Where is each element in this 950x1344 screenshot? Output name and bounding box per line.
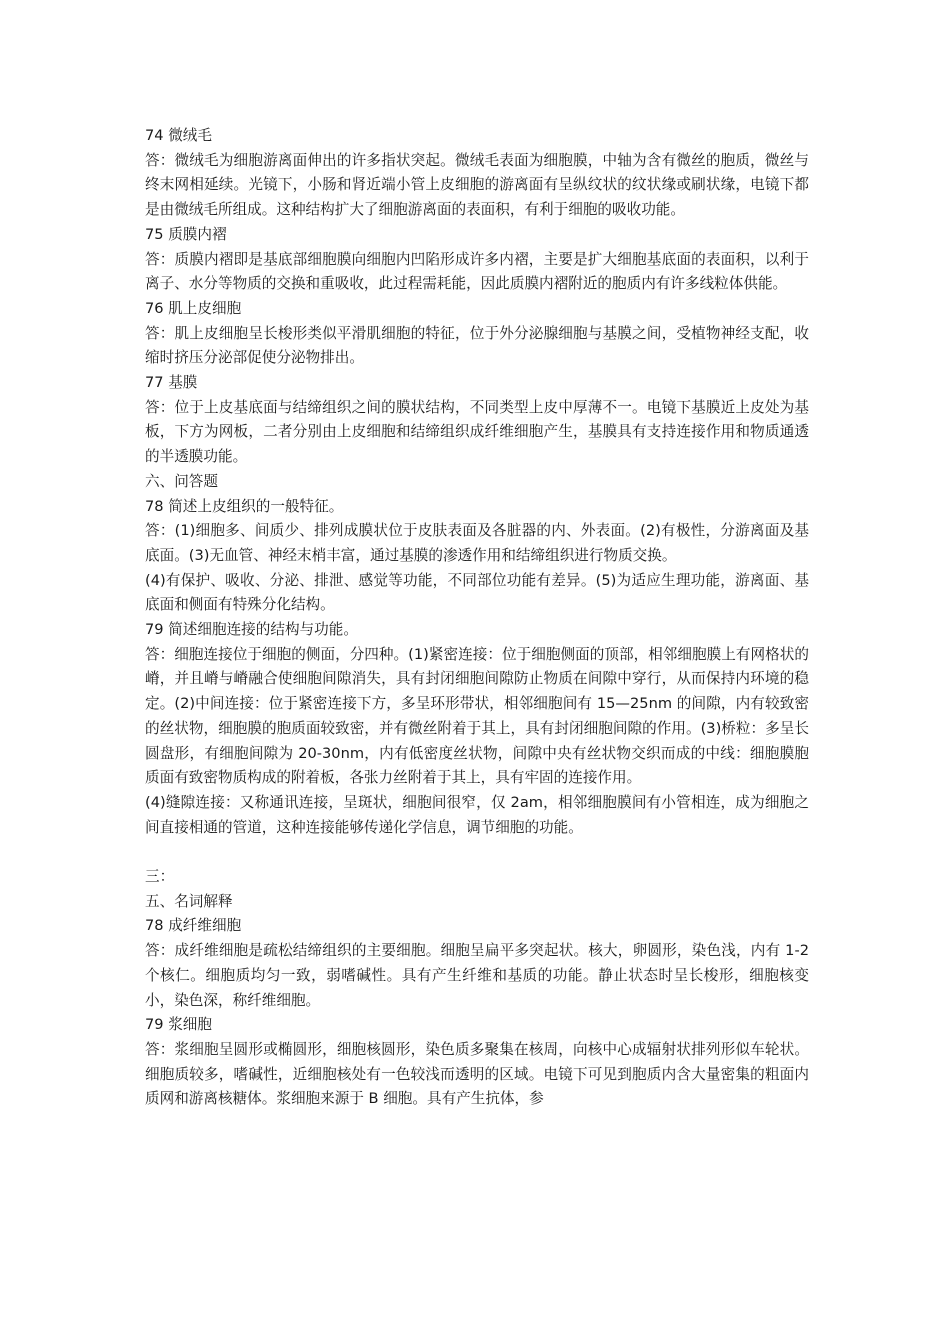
answer-78-fibroblast: 答：成纤维细胞是疏松结缔组织的主要细胞。细胞呈扁平多突起状。核大，卵圆形，染色浅，内有 1-2 个核仁。细胞质均匀一致，弱嗜碱性。具有产生纤维和基质的功能。静止状态时呈长梭形，细胞核变小，染色深，称纤维细胞。 <box>145 942 809 1009</box>
answer-78-part-2: (4)有保护、吸收、分泌、排泄、感觉等功能，不同部位功能有差异。(5)为适应生理功能，游离面、基底面和侧面有特殊分化结构。 <box>145 571 809 614</box>
heading-77-basement-membrane: 77 基膜 <box>145 374 198 392</box>
question-79: 79 简述细胞连接的结构与功能。 <box>145 621 358 639</box>
document-body <box>145 124 809 1112</box>
heading-78-fibroblast: 78 成纤维细胞 <box>145 917 242 935</box>
answer-79-part-1: 答：细胞连接位于细胞的侧面，分四种。(1)紧密连接：位于细胞侧面的顶部，相邻细胞膜上有网格状的嵴，并且嵴与嵴融合使细胞间隙消失，具有封闭细胞间隙防止物质在间隙中穿行，从而保持内环境的稳定。(2)中间连接：位于紧密连接下方，多呈环形带状，相邻细胞间有 15—25nm 的间隙，内有较致密的丝状物，细胞膜的胞质面较致密，并有微丝附着于其上，具有封闭细胞间隙的作用。(3)桥粒：多呈长圆盘形，有细胞间隙为 20-30nm，内有低密度丝状物，间隙中央有丝状物交织而成的中线：细胞膜胞质面有致密物质构成的附着板，各张力丝附着于其上，具有牢固的连接作用。 <box>145 645 809 787</box>
heading-76-myoepithelial-cell: 76 肌上皮细胞 <box>145 299 242 317</box>
answer-76-myoepithelial-cell: 答：肌上皮细胞呈长梭形类似平滑肌细胞的特征，位于外分泌腺细胞与基膜之间，受植物神经支配，收缩时挤压分泌部促使分泌物排出。 <box>145 324 809 367</box>
answer-79-part-2: (4)缝隙连接：又称通讯连接，呈斑状，细胞间很窄，仅 2am，相邻细胞膜间有小管相连，成为细胞之间直接相通的管道，这种连接能够传递化学信息，调节细胞的功能。 <box>145 793 809 836</box>
section-heading-questions: 六、问答题 <box>145 472 218 490</box>
answer-78-part-1: 答：(1)细胞多、间质少、排列成膜状位于皮肤表面及各脏器的内、外表面。(2)有极性，分游离面及基底面。(3)无血管、神经末梢丰富，通过基膜的渗透作用和结缔组织进行物质交换。 <box>145 522 809 564</box>
answer-75-plasma-membrane-infolding: 答：质膜内褶即是基底部细胞膜向细胞内凹陷形成许多内褶，主要是扩大细胞基底面的表面积，以利于离子、水分等物质的交换和重吸收，此过程需耗能，因此质膜内褶附近的胞质内有许多线粒体供能。 <box>145 250 809 293</box>
heading-79-plasma-cell: 79 浆细胞 <box>145 1016 212 1034</box>
heading-75-plasma-membrane-infolding: 75 质膜内褶 <box>145 225 227 243</box>
question-78: 78 简述上皮组织的一般特征。 <box>145 497 344 515</box>
part-three-label: 三： <box>145 868 175 886</box>
answer-79-plasma-cell: 答：浆细胞呈圆形或椭圆形，细胞核圆形，染色质多聚集在核周，向核中心成辐射状排列形似车轮状。细胞质较多，嗜碱性，近细胞核处有一色较浅而透明的区域。电镜下可见到胞质内含大量密集的粗面内质网和游离核糖体。浆细胞来源于 B 细胞。具有产生抗体，参 <box>145 1041 809 1108</box>
heading-74-microvilli: 74 微绒毛 <box>145 127 212 144</box>
section-heading-terms: 五、名词解释 <box>145 892 233 910</box>
answer-77-basement-membrane: 答：位于上皮基底面与结缔组织之间的膜状结构，不同类型上皮中厚薄不一。电镜下基膜近上皮处为基板，下方为网板，二者分别由上皮细胞和结缔组织成纤维细胞产生，基膜具有支持连接作用和物质通透的半透膜功能。 <box>145 398 809 466</box>
answer-74-microvilli: 答：微绒毛为细胞游离面伸出的许多指状突起。微绒毛表面为细胞膜，中轴为含有微丝的胞质，微丝与终末网相延续。光镜下，小肠和肾近端小管上皮细胞的游离面有呈纵纹状的纹状缘或刷状缘，电镜下都是由微绒毛所组成。这种结构扩大了细胞游离面的表面积，有利于细胞的吸收功能。 <box>145 151 809 219</box>
blank-line <box>145 840 809 865</box>
